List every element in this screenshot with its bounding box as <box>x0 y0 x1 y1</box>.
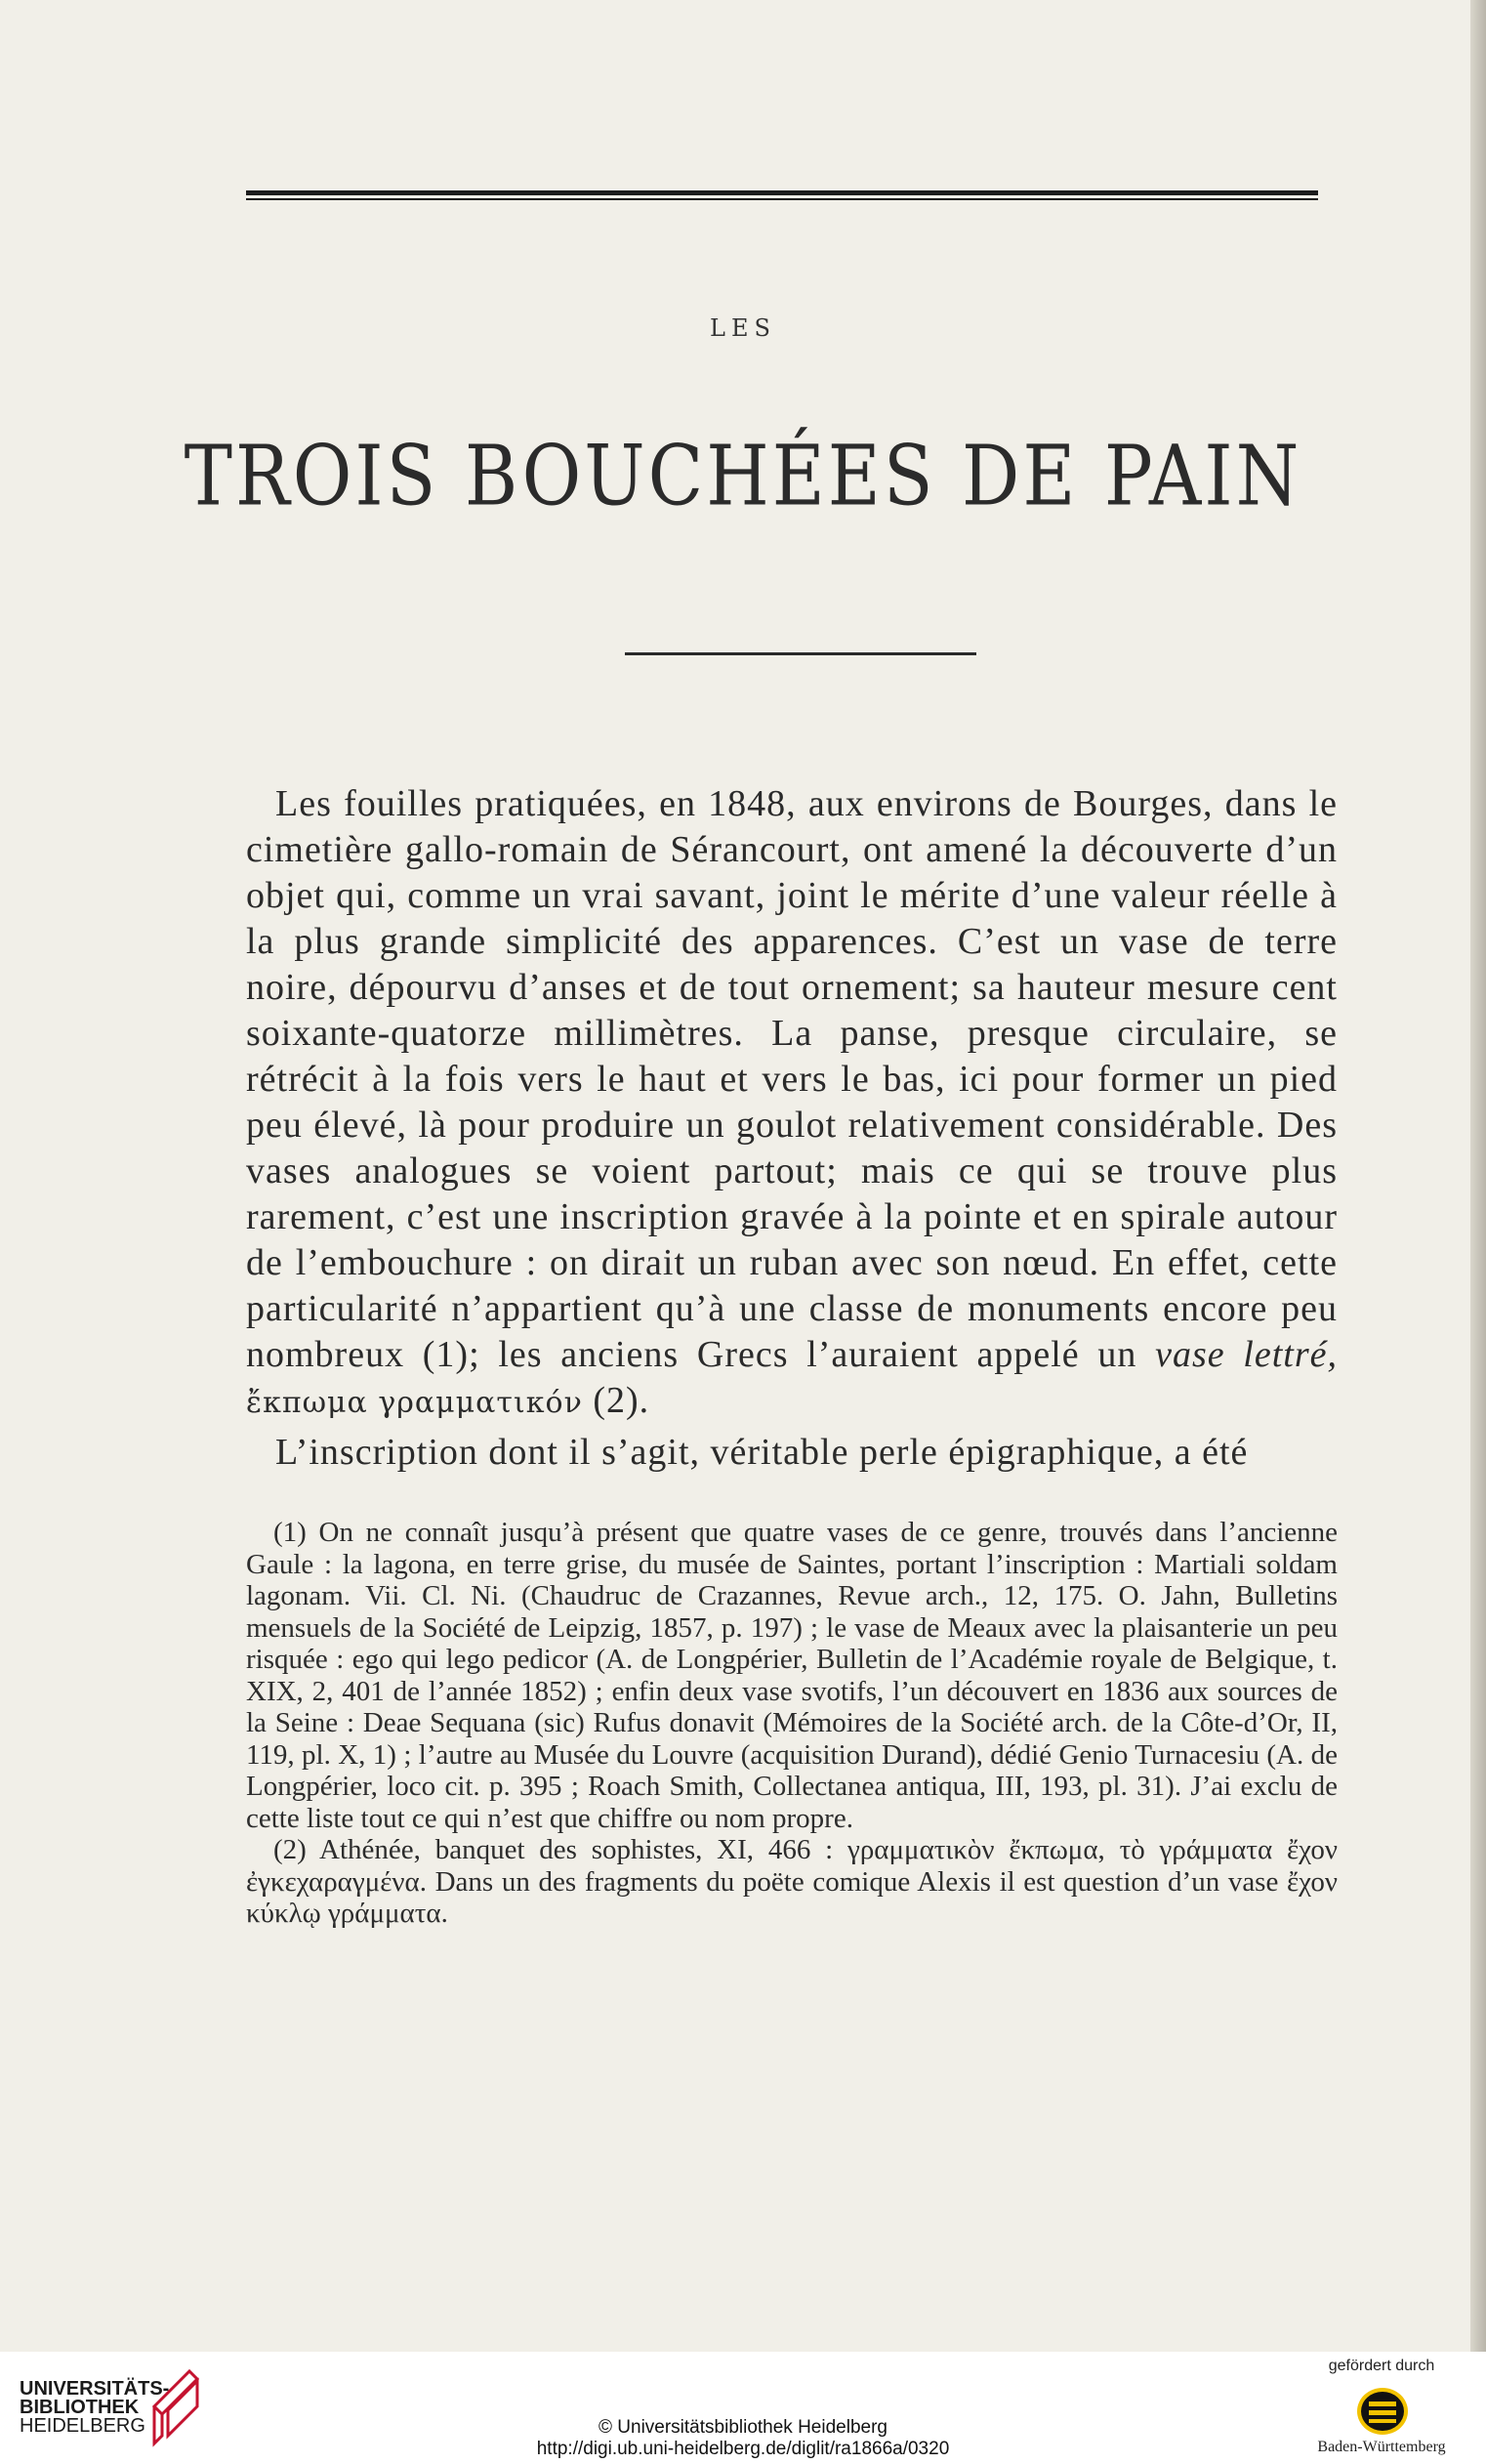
paragraph-1 <box>246 781 1338 1426</box>
copyright-block <box>0 2417 1486 2460</box>
paragraph-1-greek: ἔκπωμα γραμματικόν <box>246 1386 583 1420</box>
footnotes <box>246 1517 1338 1930</box>
permalink[interactable]: http://digi.ub.uni-heidelberg.de/diglit/ra1866a/0320 <box>536 2439 950 2459</box>
main-text <box>246 781 1338 1476</box>
page-edge <box>1470 0 1486 2352</box>
funder-name: Baden-Württemberg <box>1317 2439 1446 2455</box>
library-line-2: BIBLIOTHEK <box>20 2397 140 2418</box>
article-title: TROIS BOUCHÉES DE PAIN <box>184 428 1302 525</box>
copyright-text: © Universitätsbibliothek Heidelberg <box>599 2417 887 2438</box>
paragraph-1-end: (2). <box>593 1380 650 1421</box>
funded-by-label: gefördert durch <box>1328 2358 1435 2374</box>
library-line-3: HEIDELBERG <box>20 2415 145 2437</box>
paragraph-1-italic: vase lettré, <box>1155 1334 1338 1375</box>
library-line-1: UNIVERSITÄTS- <box>20 2378 170 2400</box>
footnote-2: (2) Athénée, banquet des sophistes, XI, 466 : γραμματικὸν ἔκπωμα, τὸ γράμματα ἔχον ἐγκεχαραγμένα. Dans un des fragments du poëte comique Alexis il est question d’un vase ἔχον κύκλῳ γράμματα. <box>246 1834 1338 1929</box>
article-kicker: LES <box>710 314 776 342</box>
header-rule-thin <box>246 198 1318 200</box>
paragraph-2: L’inscription dont il s’agit, véritable perle épigraphique, a été <box>275 1432 1249 1473</box>
baden-wuerttemberg-crest-icon[interactable] <box>1355 2386 1410 2437</box>
header-rule-thick <box>246 190 1318 195</box>
title-separator <box>625 652 976 655</box>
paragraph-1-text: Les fouilles pratiquées, en 1848, aux environs de Bourges, dans le cimetière gallo-romain de Sérancourt, ont amené la découverte d’un objet qui, comme un vrai savant, joint le mérite d’une valeur réelle à la plus grande simplicité des apparences. C’est un vase de terre noire, dépourvu d’anses et de tout ornement; sa hauteur mesure cent soixante-quatorze millimètres. La panse, presque circulaire, se rétrécit à la fois vers le haut et vers le bas, ici pour former un pied peu élevé, là pour produire un goulot relativement considérable. Des vases analogues se voient partout; mais ce qui se trouve plus rarement, c’est une inscription gravée à la pointe et en spirale autour de l’embouchure : on dirait un ruban avec son nœud. En effet, cette particularité n’appartient qu’à une classe de monuments encore peu nombreux (1); les anciens Grecs l’auraient appelé un <box>246 783 1338 1375</box>
footnote-1: (1) On ne connaît jusqu’à présent que quatre vases de ce genre, trouvés dans l’ancienne Gaule : la lagona, en terre grise, du musée de Saintes, portant l’inscription : Martiali soldam lagonam. Vii. Cl. Ni. (Chaudruc de Crazannes, Revue arch., 12, 175. O. Jahn, Bulletins mensuels de la Société de Leipzig, 1857, p. 197) ; le vase de Meaux avec la plaisanterie un peu risquée : ego qui lego pedicor (A. de Longpérier, Bulletin de l’Académie royale de Belgique, t. XIX, 2, 401 de l’année 1852) ; enfin deux vase svotifs, l’un découvert en 1836 aux sources de la Seine : Deae Sequana (sic) Rufus donavit (Mémoires de la Société arch. de la Côte-d’Or, II, 119, pl. X, 1) ; l’autre au Musée du Louvre (acquisition Durand), dédié Genio Turnacesiu (A. de Longpérier, loco cit. p. 395 ; Roach Smith, Collectanea antiqua, III, 193, pl. 31). J’ai exclu de cette liste tout ce qui n’est que chiffre ou nom propre. <box>246 1517 1338 1834</box>
